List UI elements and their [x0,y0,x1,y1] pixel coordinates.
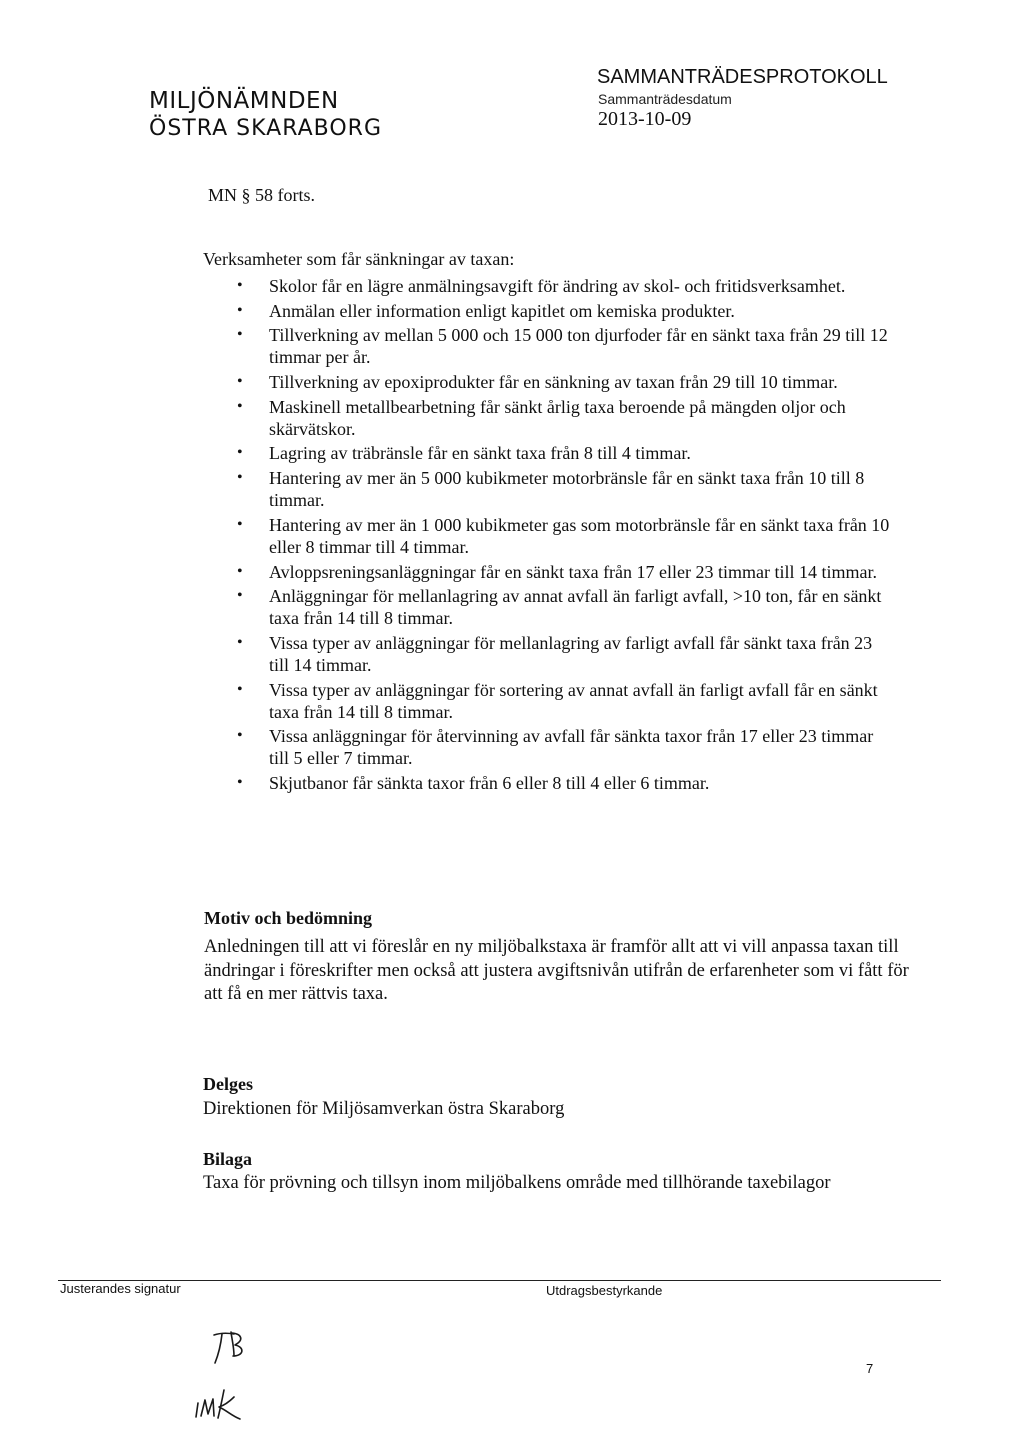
organization-name: MILJÖNÄMNDEN [149,88,339,114]
initials-1-stroke [232,1333,242,1356]
list-item: • Hantering av mer än 1 000 kubikmeter gas som motorbränsle får en sänkt taxa från 10 eller 8 timmar till 4 timmar. [236,514,896,558]
motiv-text: Anledningen till att vi föreslår en ny miljöbalkstaxa är framför allt att vi vill anpassa taxan till ändringar i föreskrifter men också att justera avgiftsnivån utifrån de erfarenheter som vi fått för att få en mer rättvis taxa. [204,937,909,1004]
list-item: • Anmälan eller information enligt kapitlet om kemiska produkter. [236,300,896,322]
organization-region: ÖSTRA SKARABORG [149,116,383,141]
list-item: • Vissa typer av anläggningar för mellanlagring av farligt avfall får sänkt taxa från 23 till 14 timmar. [236,632,896,676]
list-item: • Hantering av mer än 5 000 kubikmeter motorbränsle får en sänkt taxa från 10 till 8 timmar. [236,467,896,511]
list-item: • Anläggningar för mellanlagring av annat avfall än farligt avfall, >10 ton, får en sänkt taxa från 14 till 8 timmar. [236,585,896,629]
page-number: 7 [866,1361,874,1376]
delges-text: Direktionen för Miljösamverkan östra Skaraborg [203,1099,565,1119]
initials-1-stroke [215,1334,222,1363]
list-item: • Skjutbanor får sänkta taxor från 6 eller 8 till 4 eller 6 timmar. [236,772,896,794]
list-item: • Tillverkning av epoxiprodukter får en sänkning av taxan från 29 till 10 timmar. [236,371,896,393]
delges-heading: Delges [203,1074,253,1094]
initials-1-stroke [214,1333,234,1335]
certification-label: Utdragsbestyrkande [546,1283,663,1298]
meeting-date-label: Sammanträdesdatum [598,91,732,107]
document-type: SAMMANTRÄDESPROTOKOLL [597,66,888,88]
reduction-list [236,275,896,797]
footer-divider [58,1280,941,1281]
list-item: • Skolor får en lägre anmälningsavgift för ändring av skol- och fritidsverksamhet. [236,275,896,297]
motiv-heading: Motiv och bedömning [204,908,373,928]
list-item: • Vissa anläggningar för återvinning av avfall får sänkta taxor från 17 eller 23 timmar till 5 eller 7 timmar. [236,725,896,769]
signature-label: Justerandes signatur [60,1281,181,1296]
list-item: • Lagring av träbränsle får en sänkt taxa från 8 till 4 timmar. [236,442,896,464]
initials-2-stroke [196,1403,198,1417]
initials-2-stroke [218,1390,224,1418]
bilaga-heading: Bilaga [203,1149,253,1169]
list-item: • Vissa typer av anläggningar för sortering av annat avfall än farligt avfall får en sänkt taxa från 14 till 8 timmar. [236,679,896,723]
list-item: • Maskinell metallbearbetning får sänkt årlig taxa beroende på mängden oljor och skärvätskor. [236,396,896,440]
section-reference: MN § 58 forts. [208,185,315,205]
bilaga-text: Taxa för prövning och tillsyn inom miljöbalkens område med tillhörande taxebilagor [203,1173,831,1193]
list-item: • Avloppsreningsanläggningar får en sänkt taxa från 17 eller 23 timmar till 14 timmar. [236,561,896,583]
meeting-date: 2013-10-09 [598,108,692,130]
list-item: • Tillverkning av mellan 5 000 och 15 000 ton djurfoder får en sänkt taxa från 29 till 12 timmar per år. [236,324,896,368]
initials-2-stroke [219,1397,240,1419]
list-intro: Verksamheter som får sänkningar av taxan: [203,249,515,269]
initials-2-stroke [201,1399,214,1416]
initials-1-stroke [231,1332,234,1356]
